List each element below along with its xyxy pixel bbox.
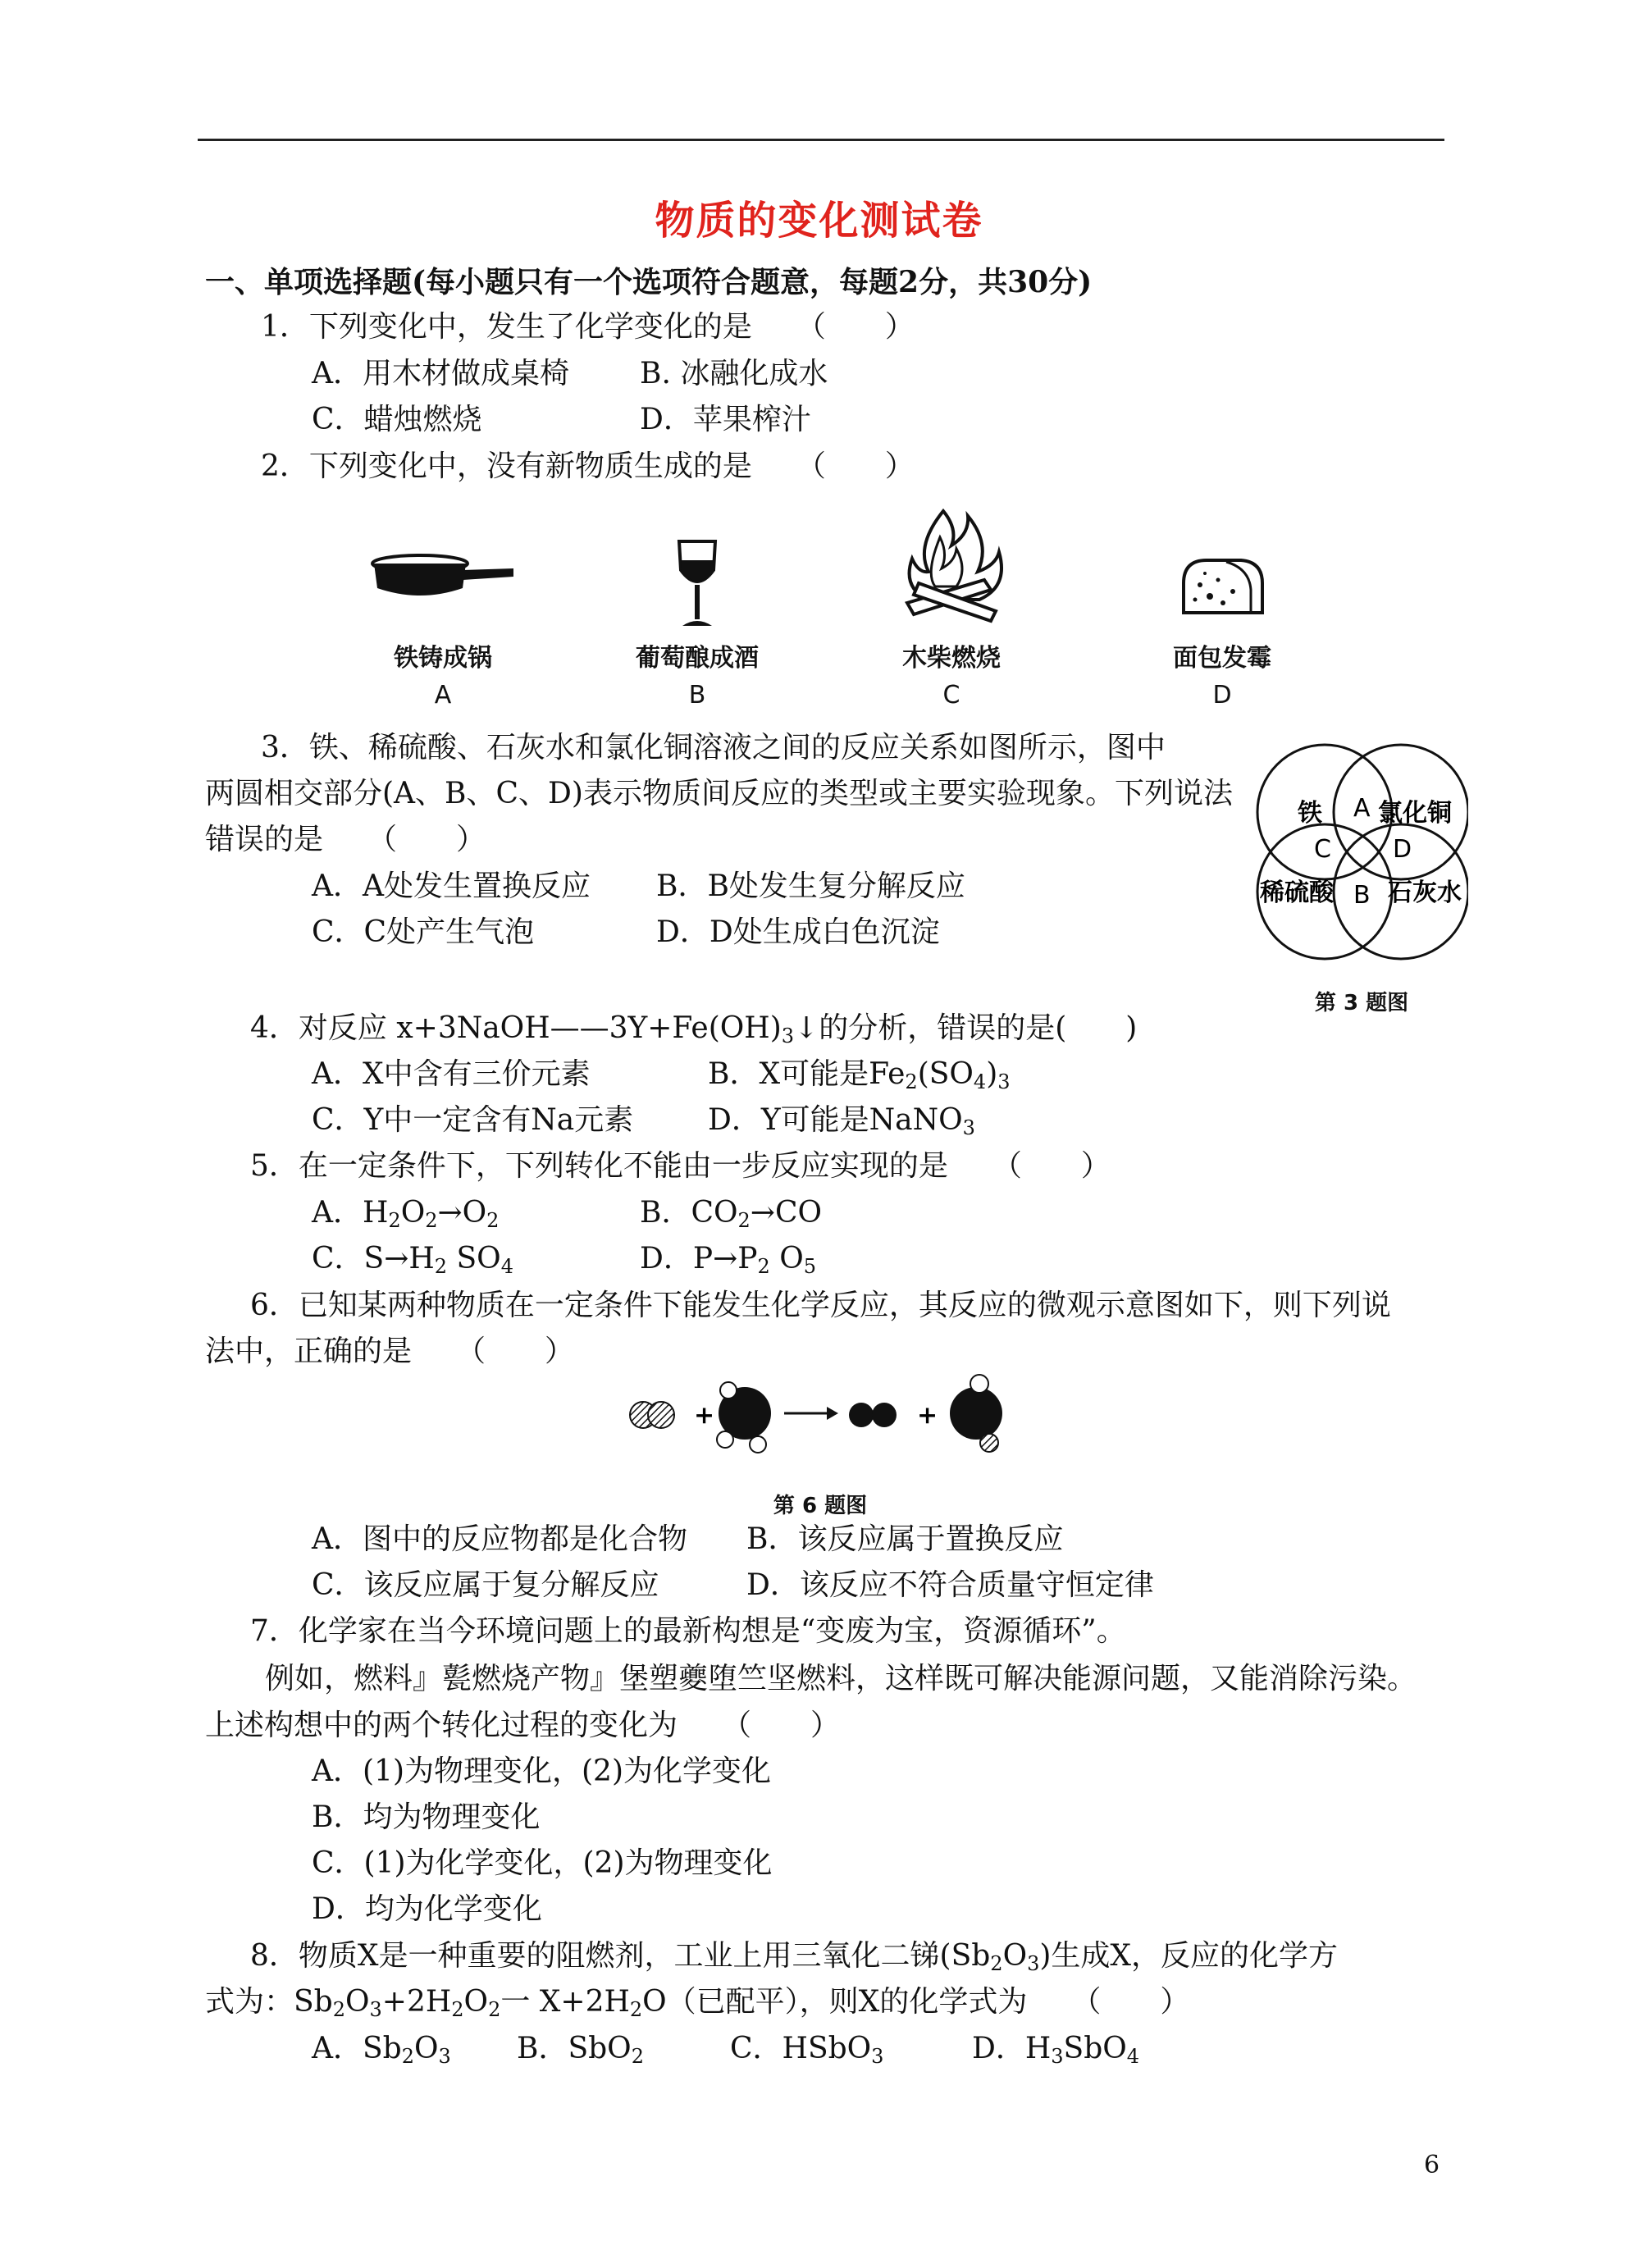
label-limewater: 石灰水 [1388, 878, 1462, 907]
q5-stem: 5．在一定条件下，下列转化不能由一步反应实现的是 （ ） [250, 1149, 1111, 1183]
q4-option-a: A．X中含有三价元素 [312, 1057, 591, 1091]
q3-options-row1 [312, 869, 965, 905]
q6-option-d: D．该反应不符合质量守恒定律 [746, 1568, 1154, 1602]
q5-option-a: A．$H_2O_2\to O_2$ [312, 1196, 500, 1232]
section-heading: 一、单项选择题(每小题只有一个选项符合题意，每题2分，共30分) [205, 265, 1093, 299]
q4-stem-tail: ↓的分析，错误的是( ) [794, 1011, 1138, 1045]
q2-caption-a: 铁铸成锅 [394, 644, 492, 673]
q4-option-c: C．Y中一定含有Na元素 [312, 1103, 634, 1137]
q8-option-b: B．SbO$_2$ [517, 2032, 644, 2068]
letter-d: D [1393, 835, 1412, 864]
q2-letter-d: D [1212, 681, 1232, 710]
q6-option-c: C．该反应属于复分解反应 [312, 1568, 659, 1602]
label-iron: 铁 [1298, 799, 1322, 828]
q1-option-d: D．苹果榨汁 [640, 403, 811, 436]
q3-stem-3: 错误的是 （ ） [205, 823, 486, 856]
q3-figure-caption: 第 3 题图 [1314, 991, 1409, 1015]
burning-wood-icon [894, 504, 1009, 627]
q7-stem-1: 7．化学家在当今环境问题上的最新构想是“变废为宝，资源循环”。 [250, 1614, 1126, 1648]
q8-stem-1: 8．物质X是一种重要的阻燃剂，工业上用三氧化二锑$(Sb_2O_3)$生成X，反应的化学方 [250, 1939, 1339, 1975]
q3-stem-2: 两圆相交部分(A、B、C、D)表示物质间反应的类型或主要实验现象。下列说法 [205, 777, 1233, 810]
q1-stem: 1．下列变化中，发生了化学变化的是 （ ） [261, 310, 915, 344]
q5-options-row2 [312, 1241, 816, 1277]
q7-stem-3: 上述构想中的两个转化过程的变化为 （ ） [205, 1709, 841, 1742]
q3-option-b: B．B处发生复分解反应 [656, 869, 965, 903]
q3-option-d: D．D处生成白色沉淀 [656, 915, 940, 949]
q2-caption-c: 木柴燃烧 [902, 644, 1001, 673]
q6-figure-caption: 第 6 题图 [773, 1494, 868, 1518]
label-copper-chloride: 氯化铜 [1378, 799, 1452, 828]
frying-pan-icon [369, 545, 517, 611]
q6-options-row1 [312, 1522, 1063, 1558]
page-number: 6 [1424, 2151, 1440, 2179]
reaction-arrow [784, 1407, 838, 1420]
q8-option-d: D．$H_3SbO_4$ [972, 2032, 1140, 2068]
q4-stem-text: 4．对反应 x+3NaOH——3Y+Fe(OH) [250, 1011, 782, 1045]
q1-option-b: B. 冰融化成水 [640, 357, 828, 390]
q4-options-row1 [312, 1056, 1011, 1093]
q1-option-c: C．蜡烛燃烧 [312, 403, 482, 436]
q3-options-row2 [312, 915, 940, 951]
q4-stem [250, 1011, 1137, 1047]
q3-option-a: A．A处发生置换反应 [312, 869, 591, 903]
q8-option-a: A．$Sb_2O_3$ [312, 2032, 451, 2068]
q8-option-c: C．HSbO$_3$ [730, 2032, 884, 2068]
q2-caption-b: 葡萄酿成酒 [636, 644, 759, 673]
product-1-molecule [849, 1403, 897, 1427]
q5-option-b: B．$CO_2\to CO$ [640, 1196, 823, 1232]
q6-option-b: B．该反应属于置换反应 [746, 1522, 1064, 1556]
q5-options-row1 [312, 1195, 822, 1231]
q4-option-b: B．X可能是$Fe_2(SO_4)_3$ [708, 1057, 1011, 1093]
q6-stem-2: 法中，正确的是 （ ） [205, 1335, 575, 1368]
q6-stem-1: 6．已知某两种物质在一定条件下能发生化学反应，其反应的微观示意图如下，则下列说 [250, 1289, 1391, 1322]
letter-a: A [1353, 794, 1371, 823]
q7-option-c: C．(1)为化学变化，(2)为物理变化 [312, 1846, 773, 1880]
q5-option-c: C．$S\to H_2$ $SO_4$ [312, 1242, 513, 1278]
q4-stem-sub: 3 [781, 1024, 795, 1047]
q4-options-row2 [312, 1102, 975, 1139]
plus-sign-2: + [917, 1401, 938, 1430]
wine-glass-icon [673, 537, 722, 632]
q6-option-a: A．图中的反应物都是化合物 [312, 1522, 687, 1556]
product-2-molecule [950, 1375, 1002, 1452]
reactant-2-molecule [717, 1382, 771, 1453]
q2-stem: 2．下列变化中，没有新物质生成的是 （ ） [261, 449, 915, 483]
moldy-bread-icon [1177, 554, 1267, 619]
header-rule [198, 139, 1444, 141]
q7-option-b: B．均为物理变化 [312, 1800, 541, 1834]
q2-letter-b: B [688, 681, 706, 710]
reactant-1-molecule [630, 1402, 674, 1428]
q2-letter-c: C [942, 681, 960, 710]
q6-options-row2 [312, 1568, 1154, 1604]
q2-caption-d: 面包发霉 [1173, 644, 1271, 673]
q8-stem-2: 式为：$Sb_2O_3+2H_2O_2$一 $X+2H_2O$（已配平），则X的化学式为 （ ） [205, 1985, 1190, 2021]
q4-option-d: D．Y可能是NaNO$_3$ [708, 1103, 975, 1139]
q1-options-row2 [312, 402, 811, 438]
q7-stem-2: 例如，燃料』甏燃烧产物』堡塑夔堕竺坚燃料，这样既可解决能源问题，又能消除污染。 [265, 1662, 1417, 1695]
letter-c: C [1314, 835, 1331, 864]
label-sulfuric-acid: 稀硫酸 [1260, 878, 1334, 907]
page-title: 物质的变化测试卷 [655, 198, 983, 244]
q3-option-c: C．C处产生气泡 [312, 915, 535, 949]
q6-molecule-diagram [623, 1366, 1017, 1456]
letter-b: B [1353, 881, 1371, 910]
q8-options-row [312, 2031, 1139, 2067]
q3-circle-diagram [1255, 742, 1468, 964]
q7-option-d: D．均为化学变化 [312, 1892, 542, 1926]
q5-option-d: D．$P\to P_2$ $O_5$ [640, 1242, 817, 1278]
q1-options-row1 [312, 356, 828, 392]
q7-option-a: A．(1)为物理变化，(2)为化学变化 [312, 1755, 771, 1788]
q2-letter-a: A [434, 681, 452, 710]
plus-sign-1: + [694, 1401, 715, 1430]
q3-stem-1: 3．铁、稀硫酸、石灰水和氯化铜溶液之间的反应关系如图所示，图中 [261, 731, 1166, 764]
q1-option-a: A．用木材做成桌椅 [312, 357, 569, 390]
